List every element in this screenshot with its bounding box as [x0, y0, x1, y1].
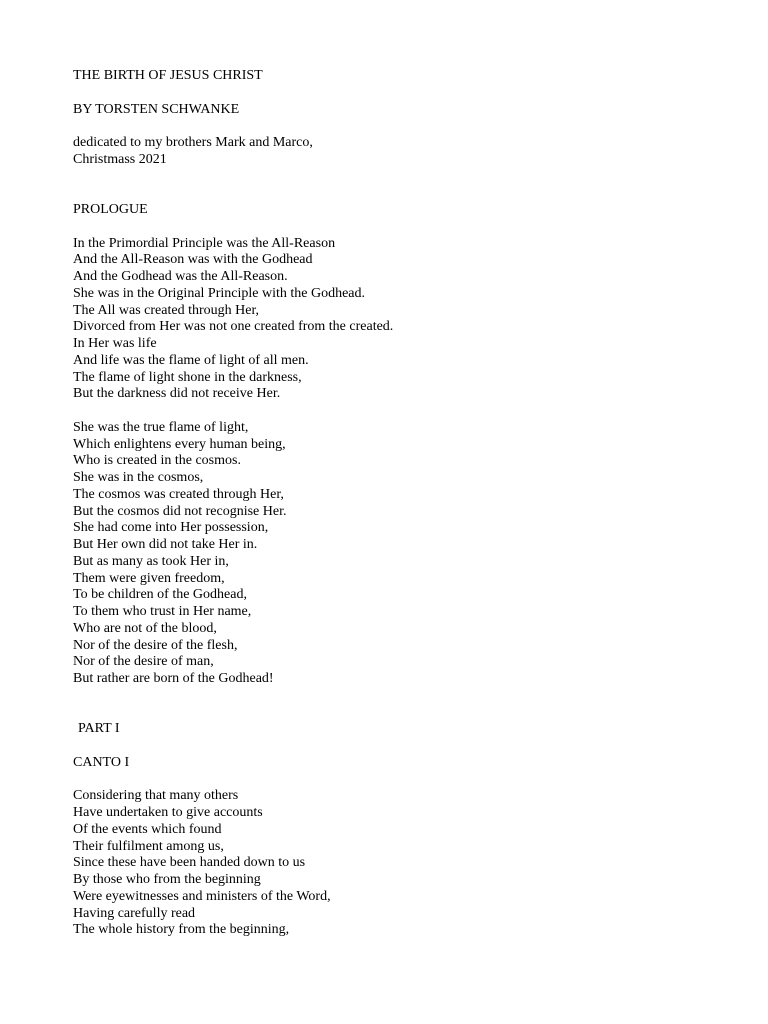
- canto-1-text: [73, 788, 713, 939]
- verse-line: Were eyewitnesses and ministers of the Word,: [73, 888, 331, 904]
- verse-line: In Her was life: [73, 336, 157, 351]
- byline: BY TORSTEN SCHWANKE: [73, 101, 240, 117]
- dedication: [73, 135, 713, 169]
- verse-line: Them were given freedom,: [73, 570, 225, 586]
- verse-line: She was the true flame of light,: [73, 419, 249, 435]
- prologue-stanza-2: [73, 420, 713, 688]
- verse-line: To be children of the Godhead,: [73, 587, 247, 603]
- spacer: [73, 688, 713, 722]
- dedication-line: Christmass 2021: [73, 151, 167, 167]
- verse-line: But the darkness did not receive Her.: [73, 386, 281, 402]
- part-heading: PART I: [78, 721, 120, 737]
- verse-line: But as many as took Her in,: [73, 553, 229, 569]
- verse-line: Nor of the desire of the flesh,: [73, 637, 238, 653]
- verse-line: And life was the flame of light of all men.: [73, 352, 309, 368]
- spacer: [73, 772, 713, 789]
- verse-line: But the cosmos did not recognise Her.: [73, 503, 287, 519]
- verse-line: But Her own did not take Her in.: [73, 537, 258, 552]
- verse-line: She was in the cosmos,: [73, 470, 204, 485]
- verse-line: The flame of light shone in the darkness,: [73, 369, 302, 385]
- verse-line: And the All-Reason was with the Godhead: [73, 252, 313, 268]
- verse-line: Who are not of the blood,: [73, 620, 217, 636]
- verse-line: She was in the Original Principle with the Godhead.: [73, 285, 365, 301]
- verse-line: The All was created through Her,: [73, 302, 260, 318]
- verse-line: She had come into Her possession,: [73, 520, 269, 536]
- verse-line: But rather are born of the Godhead!: [73, 671, 274, 686]
- verse-line: Who is created in the cosmos.: [73, 453, 241, 469]
- spacer: [73, 85, 713, 102]
- verse-line: Of the events which found: [73, 821, 222, 837]
- canto-heading: CANTO I: [73, 754, 130, 770]
- verse-line: The cosmos was created through Her,: [73, 486, 284, 502]
- document-page: [73, 68, 713, 939]
- document-title: THE BIRTH OF JESUS CHRIST: [73, 68, 263, 83]
- prologue-stanza-1: [73, 236, 713, 404]
- spacer: [73, 403, 713, 420]
- verse-line: By those who from the beginning: [73, 872, 261, 887]
- verse-line: Have undertaken to give accounts: [73, 805, 263, 820]
- verse-line: To them who trust in Her name,: [73, 604, 252, 619]
- dedication-line: dedicated to my brothers Mark and Marco,: [73, 135, 313, 150]
- spacer: [73, 169, 713, 203]
- verse-line: Nor of the desire of man,: [73, 654, 214, 670]
- verse-line: And the Godhead was the All-Reason.: [73, 269, 288, 284]
- verse-line: The whole history from the beginning,: [73, 922, 290, 938]
- verse-line: Divorced from Her was not one created from the created.: [73, 319, 394, 335]
- verse-line: Having carefully read: [73, 905, 196, 921]
- spacer: [73, 738, 713, 755]
- verse-line: Considering that many others: [73, 788, 239, 804]
- spacer: [73, 219, 713, 236]
- prologue-heading: PROLOGUE: [73, 202, 148, 217]
- verse-line: Their fulfilment among us,: [73, 838, 224, 854]
- verse-line: In the Primordial Principle was the All-Reason: [73, 235, 336, 251]
- spacer: [73, 118, 713, 135]
- verse-line: Which enlightens every human being,: [73, 436, 286, 452]
- verse-line: Since these have been handed down to us: [73, 855, 306, 871]
